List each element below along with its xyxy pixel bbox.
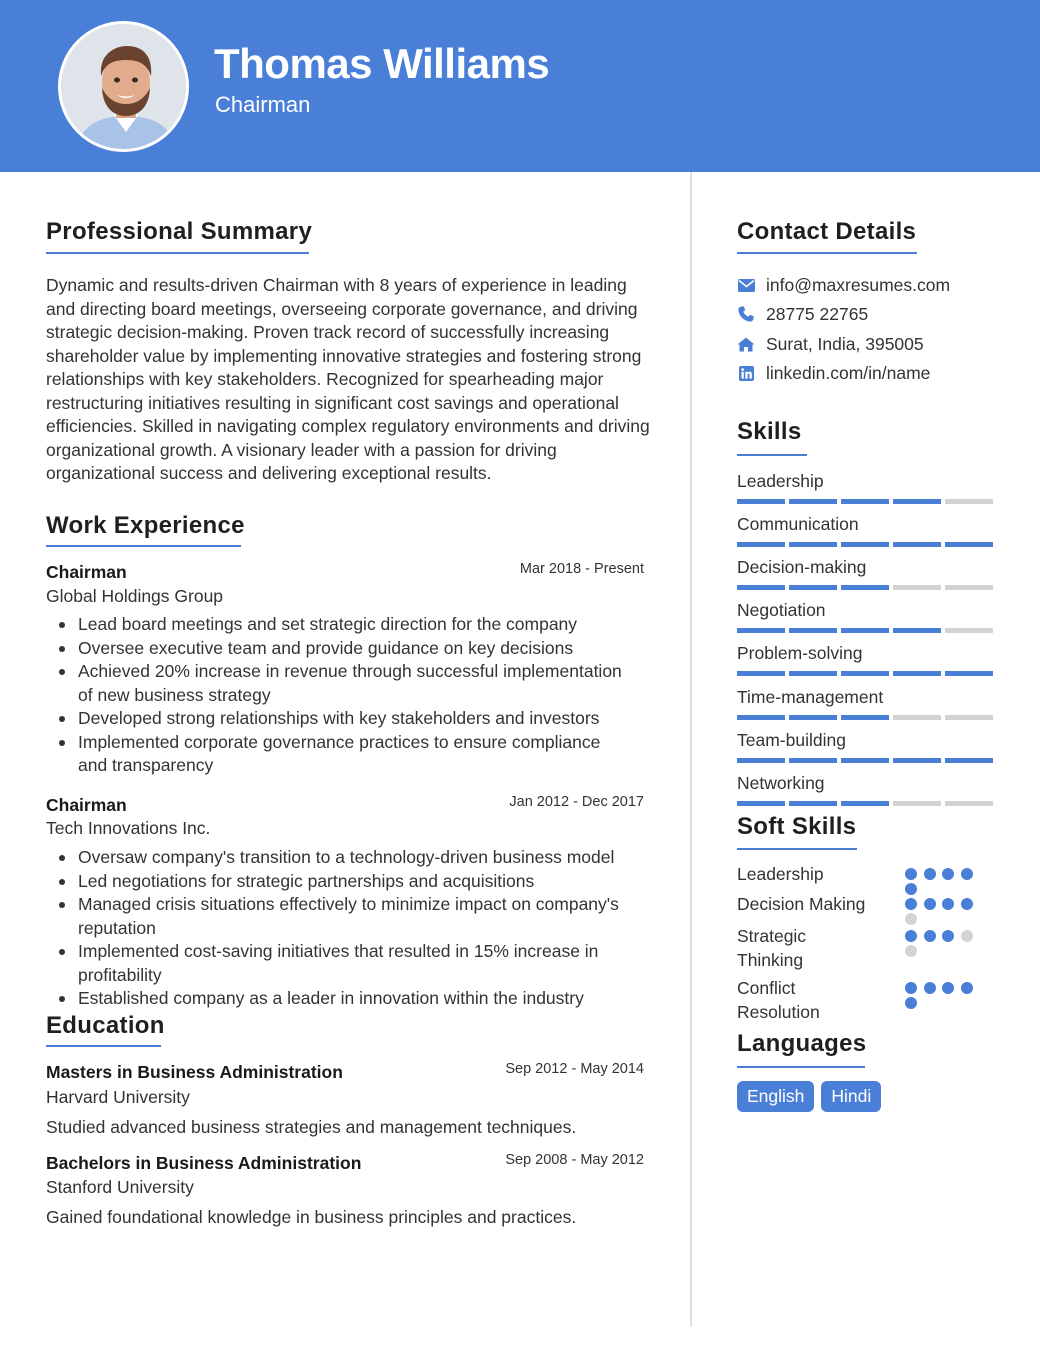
soft-skill-rating — [905, 982, 985, 1012]
rating-dot — [961, 868, 973, 880]
rating-dot — [942, 898, 954, 910]
skill-level-segment — [737, 585, 785, 590]
job-bullet: Managed crisis situations effectively to minimize impact on company's reputation — [46, 893, 626, 940]
soft-skills-heading: Soft Skills — [737, 813, 857, 840]
language-chip: Hindi — [821, 1081, 881, 1112]
contact-phone-row[interactable] — [737, 303, 868, 325]
skill-label: Leadership — [737, 471, 824, 491]
skill-level-segment — [789, 542, 837, 547]
job-bullet: Achieved 20% increase in revenue through successful implementation of new business strategy — [46, 660, 626, 707]
skill-level-segment — [893, 542, 941, 547]
skill-level-segment — [841, 671, 889, 676]
education-heading: Education — [46, 1012, 165, 1039]
skill-label: Time-management — [737, 686, 884, 707]
skill-level-segment — [841, 801, 889, 806]
skill-level-segment — [945, 671, 993, 676]
rating-dot — [905, 913, 917, 925]
job-bullets — [46, 613, 626, 778]
job-bullet: Lead board meetings and set strategic direction for the company — [46, 613, 626, 637]
skill-level-segment — [893, 628, 941, 633]
skill-level-segment — [737, 801, 785, 806]
skill-level-segment — [893, 585, 941, 590]
skill-level-segment — [945, 801, 993, 806]
skill-level-segment — [841, 499, 889, 504]
job-bullet: Oversaw company's transition to a technology-driven business model — [46, 846, 626, 870]
skill-level-segment — [945, 585, 993, 590]
skill-level-segment — [789, 758, 837, 763]
profile-photo-icon — [61, 24, 189, 152]
job-title: Chairman — [46, 562, 127, 582]
rating-dot — [905, 982, 917, 994]
envelope-icon — [737, 276, 755, 294]
rating-dot — [924, 930, 936, 942]
skill-level-segment — [737, 499, 785, 504]
skills-underline — [737, 454, 807, 456]
job-company: Tech Innovations Inc. — [46, 818, 211, 838]
job-bullets — [46, 846, 626, 1011]
contact-email-row[interactable] — [737, 274, 950, 296]
experience-underline — [46, 545, 241, 547]
degree-description: Gained foundational knowledge in business principles and practices. — [46, 1207, 577, 1227]
degree-date: Sep 2012 - May 2014 — [505, 1061, 644, 1077]
soft-skill-rating — [905, 930, 985, 960]
column-divider — [690, 172, 692, 1327]
languages-underline — [737, 1066, 865, 1068]
skill-level-segment — [945, 715, 993, 720]
contact-linkedin: linkedin.com/in/name — [766, 363, 931, 383]
skill-level-segment — [893, 715, 941, 720]
resume-header — [0, 0, 1040, 172]
rating-dot — [905, 997, 917, 1009]
skill-level-segment — [945, 499, 993, 504]
summary-underline — [46, 252, 309, 254]
skill-level-segment — [893, 499, 941, 504]
job-bullet: Implemented corporate governance practices to ensure compliance and transparency — [46, 731, 626, 778]
soft-skill-label: Decision Making — [737, 894, 866, 914]
skill-level-segment — [945, 758, 993, 763]
job-bullet: Developed strong relationships with key stakeholders and investors — [46, 707, 626, 731]
soft-skill-rating — [905, 898, 985, 928]
soft-skill-label: Strategic Thinking — [737, 926, 807, 970]
soft-skills-underline — [737, 848, 857, 850]
rating-dot — [924, 898, 936, 910]
skill-level-bar — [737, 715, 997, 720]
rating-dot — [942, 982, 954, 994]
rating-dot — [961, 930, 973, 942]
languages-list — [737, 1081, 888, 1112]
contact-address: Surat, India, 395005 — [766, 334, 924, 354]
skill-level-bar — [737, 499, 997, 504]
rating-dot — [905, 945, 917, 957]
rating-dot — [905, 898, 917, 910]
skill-level-bar — [737, 542, 997, 547]
contact-heading: Contact Details — [737, 218, 917, 245]
summary-heading: Professional Summary — [46, 218, 313, 245]
skill-level-segment — [841, 585, 889, 590]
candidate-role: Chairman — [215, 92, 311, 117]
skill-label: Decision-making — [737, 557, 867, 578]
job-date: Mar 2018 - Present — [519, 561, 644, 577]
skill-level-bar — [737, 671, 997, 676]
skill-level-bar — [737, 758, 997, 763]
rating-dot — [924, 982, 936, 994]
job-bullet: Led negotiations for strategic partnerships and acquisitions — [46, 870, 626, 894]
candidate-name: Thomas Williams — [214, 40, 550, 87]
skill-level-segment — [841, 542, 889, 547]
skill-level-segment — [789, 628, 837, 633]
skill-label: Problem-solving — [737, 643, 863, 664]
degree-title: Bachelors in Business Administration — [46, 1153, 362, 1173]
skill-level-segment — [945, 628, 993, 633]
skill-level-segment — [893, 758, 941, 763]
language-chip: English — [737, 1081, 814, 1112]
languages-heading: Languages — [737, 1030, 867, 1057]
skill-level-bar — [737, 628, 997, 633]
rating-dot — [961, 982, 973, 994]
skill-level-segment — [737, 758, 785, 763]
linkedin-icon — [737, 364, 755, 382]
skill-level-segment — [789, 499, 837, 504]
degree-title: Masters in Business Administration — [46, 1062, 343, 1082]
skill-level-segment — [841, 758, 889, 763]
soft-skill-rating — [905, 868, 985, 898]
rating-dot — [905, 868, 917, 880]
experience-heading: Work Experience — [46, 512, 245, 539]
skill-label: Negotiation — [737, 600, 826, 621]
contact-underline — [737, 252, 917, 254]
rating-dot — [942, 930, 954, 942]
contact-email: info@maxresumes.com — [766, 275, 951, 295]
job-bullet: Implemented cost-saving initiatives that resulted in 15% increase in profitability — [46, 940, 626, 987]
skills-heading: Skills — [737, 418, 802, 445]
job-date: Jan 2012 - Dec 2017 — [509, 794, 644, 810]
profile-photo — [58, 21, 189, 152]
skill-label: Networking — [737, 772, 825, 793]
home-icon — [737, 335, 755, 353]
job-company: Global Holdings Group — [46, 586, 224, 606]
skill-level-segment — [789, 715, 837, 720]
rating-dot — [924, 868, 936, 880]
skill-level-bar — [737, 585, 997, 590]
skill-level-segment — [737, 628, 785, 633]
summary-text: Dynamic and results-driven Chairman with 8 years of experience in leading and directing board meetings, overseeing corporate governance, and driving strategic decision-making. Proven track record of successfully increasing shareholder value by implementing innovative strategies and fostering strong relationships with key stakeholders. Recognized for spearheading major restructuring initiatives resulting in significant cost savings and operational efficiencies. Skilled in navigating complex regulatory environments and driving organizational growth. A visionary leader with a passion for driving organizational success and delivering exceptional results. — [46, 275, 650, 483]
skill-level-segment — [841, 715, 889, 720]
skill-level-segment — [737, 671, 785, 676]
contact-phone: 28775 22765 — [766, 304, 869, 324]
degree-date: Sep 2008 - May 2012 — [505, 1152, 644, 1168]
soft-skill-label: Leadership — [737, 864, 824, 884]
rating-dot — [905, 883, 917, 895]
school-name: Harvard University — [46, 1087, 190, 1107]
contact-address-row — [737, 333, 924, 355]
phone-icon — [737, 305, 755, 323]
skill-label: Communication — [737, 514, 859, 535]
rating-dot — [961, 898, 973, 910]
skill-level-segment — [893, 801, 941, 806]
contact-linkedin-row[interactable] — [737, 362, 930, 384]
job-bullet: Established company as a leader in innovation within the industry — [46, 987, 626, 1011]
soft-skill-label: Conflict Resolution — [737, 978, 820, 1022]
rating-dot — [905, 930, 917, 942]
skill-level-segment — [737, 715, 785, 720]
skill-level-segment — [789, 585, 837, 590]
job-bullet: Oversee executive team and provide guidance on key decisions — [46, 637, 626, 661]
job-title: Chairman — [46, 795, 127, 815]
skill-label: Team-building — [737, 729, 846, 750]
rating-dot — [942, 868, 954, 880]
skill-level-bar — [737, 801, 997, 806]
skill-level-segment — [841, 628, 889, 633]
skill-level-segment — [737, 542, 785, 547]
degree-description: Studied advanced business strategies and management techniques. — [46, 1117, 577, 1137]
education-underline — [46, 1045, 161, 1047]
skill-level-segment — [789, 671, 837, 676]
skill-level-segment — [945, 542, 993, 547]
skill-level-segment — [789, 801, 837, 806]
skill-level-segment — [893, 671, 941, 676]
school-name: Stanford University — [46, 1177, 194, 1197]
